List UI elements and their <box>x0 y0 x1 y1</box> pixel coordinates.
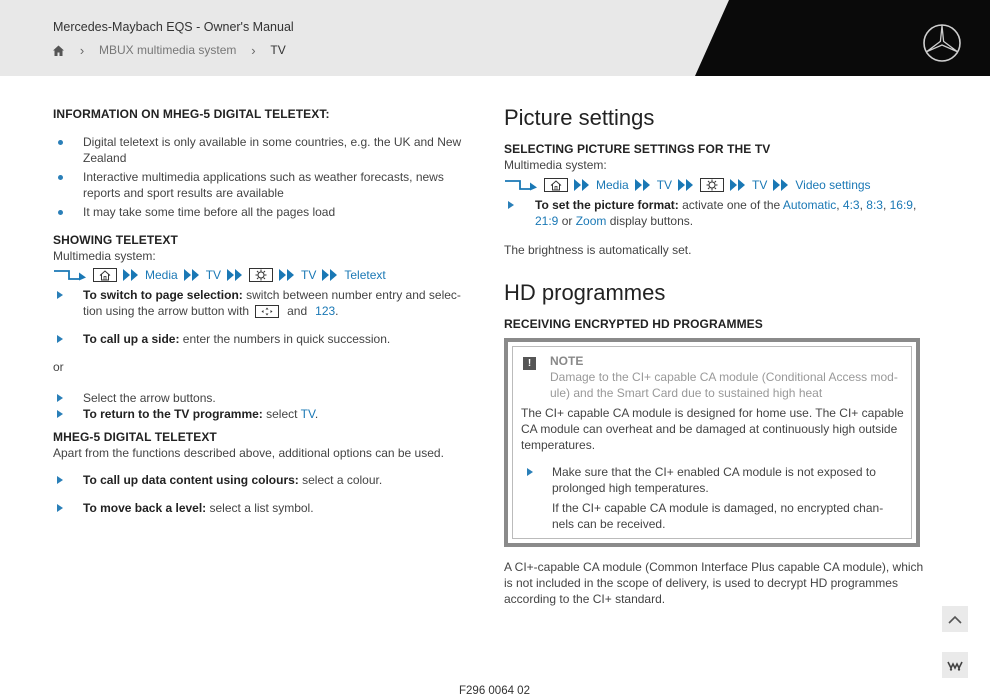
numeric-123-link[interactable]: 123 <box>315 304 336 318</box>
note-warning-line1: Damage to the CI+ capable CA module (Conditional Access mod- <box>550 370 898 384</box>
note-body-line3: temperatures. <box>521 438 596 452</box>
picture-settings-title: Picture settings <box>504 105 655 130</box>
step-triangle-icon <box>57 335 63 343</box>
step-triangle-icon <box>57 410 63 418</box>
format-21-9-link[interactable]: 21:9 <box>535 214 559 228</box>
hd-programmes-title: HD programmes <box>504 280 666 305</box>
double-chevron-icon <box>574 179 590 191</box>
double-chevron-icon <box>279 269 295 281</box>
chevron-right-icon: › <box>79 42 85 58</box>
step-switch-page-line2-text: tion using the arrow button with <box>83 304 250 318</box>
note-body-line2: CA module can overheat and be damaged at continuously high outside <box>521 422 898 436</box>
home-box-icon <box>544 178 568 192</box>
multimedia-system-label: Multimedia system: <box>504 158 607 172</box>
format-16-9-link[interactable]: 16:9 <box>889 198 913 212</box>
tv-link[interactable]: TV <box>300 407 315 421</box>
figure-code: F296 0064 02 <box>459 685 530 697</box>
step-triangle-icon <box>508 201 514 209</box>
chevron-right-icon: › <box>251 42 256 58</box>
path-start-arrow-icon <box>53 268 87 282</box>
period-text: . <box>314 407 319 421</box>
brightness-text: The brightness is automatically set. <box>504 243 692 257</box>
step-triangle-icon <box>57 394 63 402</box>
home-icon[interactable] <box>52 44 65 57</box>
double-chevron-icon <box>227 269 243 281</box>
note-label: NOTE <box>550 354 584 368</box>
closing-line1: A CI+-capable CA module (Common Interface Plus capable CA module), which <box>504 560 924 574</box>
note-step-line1: Make sure that the CI+ enabled CA module is not exposed to <box>552 465 876 479</box>
closing-line2: is not included in the scope of delivery, is used to decrypt HD programmes <box>504 576 898 590</box>
step-triangle-icon <box>57 476 63 484</box>
info-bullet-1-line1: Digital teletext is only available in some countries, e.g. the UK and New <box>83 135 462 149</box>
step-picture-format: To set the picture format: activate one of the Automatic, 4:3, 8:3, 16:9, <box>535 198 917 212</box>
period-text: . <box>335 304 339 318</box>
format-zoom-link[interactable]: Zoom <box>575 214 607 228</box>
path-media: Media <box>596 178 629 192</box>
path-tv: TV <box>656 178 673 192</box>
step-switch-page <box>83 288 461 302</box>
path-start-arrow-icon <box>504 178 538 192</box>
info-bullet-2-line1: Interactive multimedia applications such as weather forecasts, news <box>83 170 444 184</box>
note-step-line2: prolonged high temperatures. <box>552 481 709 495</box>
mheg-text: Apart from the functions described above, additional options can be used. <box>53 446 444 460</box>
step-switch-page-bold: To switch to page selection: <box>83 288 243 302</box>
step-call-side-bold: To call up a side: <box>83 332 180 346</box>
vehicle-button[interactable] <box>942 652 968 678</box>
step-switch-page-text: switch between number entry and selec- <box>242 288 461 302</box>
double-chevron-icon <box>184 269 200 281</box>
or-text: or <box>558 214 576 228</box>
path-tv-2: TV <box>301 268 317 282</box>
double-chevron-icon <box>678 179 694 191</box>
step-colours <box>83 473 382 487</box>
and-text: and <box>287 304 308 318</box>
or-text: or <box>53 360 64 374</box>
step-return-tv <box>83 407 318 421</box>
multimedia-system-label: Multimedia system: <box>53 249 156 263</box>
dpad-button-icon <box>255 305 279 318</box>
info-heading: INFORMATION ON MHEG-5 DIGITAL TELETEXT: <box>53 107 330 121</box>
step-return-tv-bold: To return to the TV programme: <box>83 407 263 421</box>
step-back-level <box>83 501 314 515</box>
double-chevron-icon <box>773 179 789 191</box>
bullet-dot <box>58 140 63 145</box>
closing-line3: according to the CI+ standard. <box>504 592 666 606</box>
step-triangle-icon <box>57 291 63 299</box>
step-switch-page-line2 <box>83 304 339 318</box>
step-call-side-text: enter the numbers in quick succession. <box>179 332 391 346</box>
navigation-path <box>53 267 386 283</box>
showing-teletext-heading: SHOWING TELETEXT <box>53 233 178 247</box>
step-triangle-icon <box>527 468 533 476</box>
step-select-arrows: Select the arrow buttons. <box>83 391 216 405</box>
step-call-side <box>83 332 390 346</box>
path-video-settings: Video settings <box>795 178 871 192</box>
step-colours-bold: To call up data content using colours: <box>83 473 299 487</box>
step-colours-text: select a colour. <box>298 473 383 487</box>
bullet-dot <box>58 175 63 180</box>
note-warning-line2: ule) and the Smart Card due to sustained high heat <box>550 386 823 400</box>
step-picture-format-line2 <box>535 214 693 228</box>
note-step2-line1: If the CI+ capable CA module is damaged, no encrypted chan- <box>552 501 884 515</box>
note-body-line1: The CI+ capable CA module is designed for home use. The CI+ capable <box>521 406 904 420</box>
info-bullet-2-line2: reports and sport results are available <box>83 186 284 200</box>
breadcrumb-tv: TV <box>270 43 286 57</box>
format-8-3-link[interactable]: 8:3 <box>866 198 883 212</box>
receiving-hd-heading: RECEIVING ENCRYPTED HD PROGRAMMES <box>504 317 763 331</box>
format-4-3-link[interactable]: 4:3 <box>842 198 860 212</box>
home-box-icon <box>93 268 117 282</box>
display-buttons-text: display buttons. <box>606 214 694 228</box>
step-back-level-text: select a list symbol. <box>206 501 314 515</box>
format-automatic-link[interactable]: Automatic <box>782 198 837 212</box>
double-chevron-icon <box>635 179 651 191</box>
step-return-tv-text: select <box>262 407 301 421</box>
step-back-level-bold: To move back a level: <box>83 501 207 515</box>
selecting-picture-heading: SELECTING PICTURE SETTINGS FOR THE TV <box>504 142 771 156</box>
double-chevron-icon <box>322 269 338 281</box>
warning-icon: ! <box>523 357 536 370</box>
breadcrumb-mbux[interactable]: MBUX multimedia system <box>99 43 237 57</box>
info-bullet-1-line2: Zealand <box>83 151 127 165</box>
manual-title: Mercedes-Maybach EQS - Owner's Manual <box>53 20 294 34</box>
settings-box-icon <box>249 268 273 282</box>
chevron-up-icon <box>948 615 962 624</box>
info-bullet-3: It may take some time before all the pages load <box>83 205 336 219</box>
step-picture-format-bold: To set the picture format: <box>535 198 679 212</box>
vehicle-icon <box>947 659 963 671</box>
scroll-to-top-button[interactable] <box>942 606 968 632</box>
navigation-path <box>504 177 871 193</box>
path-tv-2: TV <box>752 178 768 192</box>
settings-box-icon <box>700 178 724 192</box>
step-triangle-icon <box>57 504 63 512</box>
note-step2-line2: nels can be received. <box>552 517 666 531</box>
mercedes-star-logo <box>922 23 962 63</box>
path-teletext: Teletext <box>344 268 386 282</box>
note-box <box>504 338 920 547</box>
bullet-dot <box>58 210 63 215</box>
breadcrumb <box>52 42 286 58</box>
path-media: Media <box>145 268 178 282</box>
mheg-heading: MHEG-5 DIGITAL TELETEXT <box>53 430 217 444</box>
double-chevron-icon <box>123 269 139 281</box>
step-picture-format-text: activate one of the <box>678 198 783 212</box>
double-chevron-icon <box>730 179 746 191</box>
path-tv: TV <box>205 268 222 282</box>
